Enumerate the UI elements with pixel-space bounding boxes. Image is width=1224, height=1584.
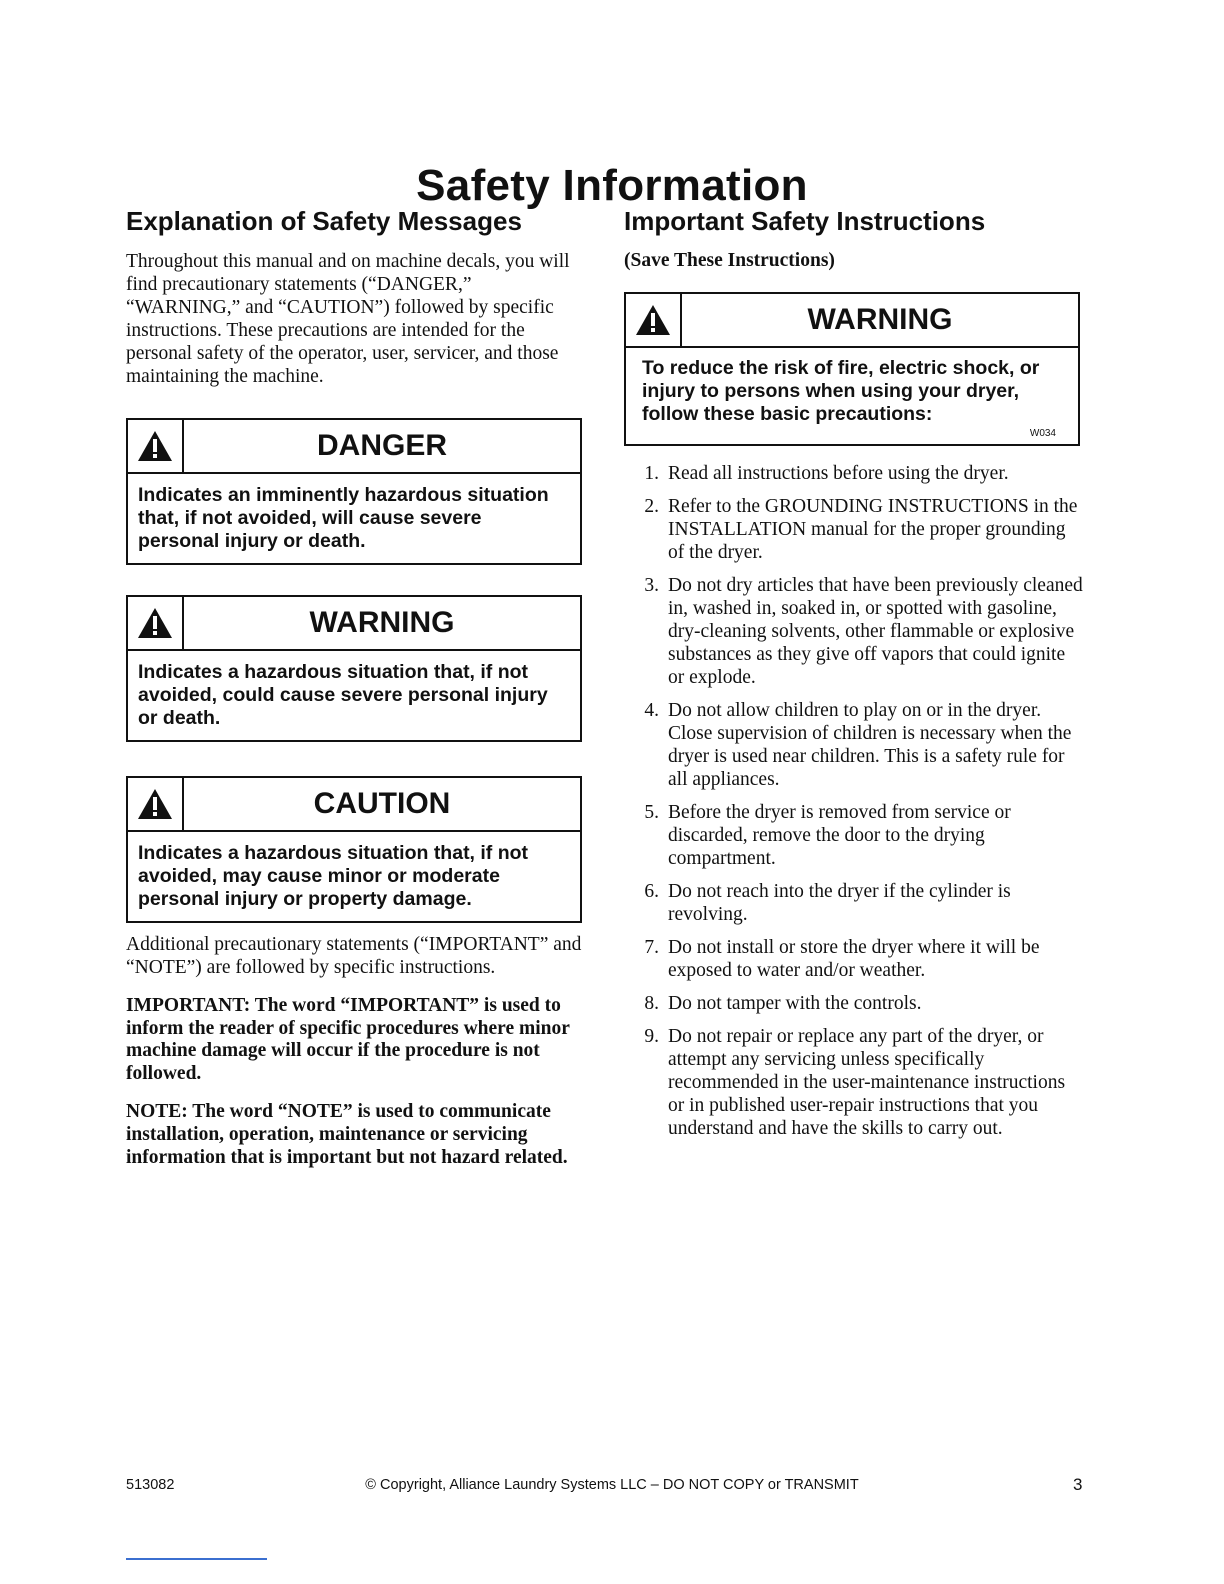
copyright-notice: © Copyright, Alliance Laundry Systems LLC – DO NOT COPY or TRANSMIT xyxy=(365,1477,859,1493)
caution-box xyxy=(126,776,582,923)
warning-triangle-icon xyxy=(128,778,184,830)
explanation-intro: Throughout this manual and on machine decals, you will find precautionary statements (“DANGER,” “WARNING,” and “CAUTION”) followed by specific instructions. These precautions are intended for the personal safety of the operator, user, servicer, and those maintaining the machine. xyxy=(126,251,570,387)
warning-box xyxy=(126,595,582,742)
instructions-section xyxy=(624,204,1084,1150)
warning-description: Indicates a hazardous situation that, if not avoided, could cause severe personal injury or death. xyxy=(138,661,548,729)
dryer-warning-signal-word: WARNING xyxy=(807,302,953,336)
list-item: 2. Refer to the GROUNDING INSTRUCTIONS in the INSTALLATION manual for the proper grounding of the dryer. xyxy=(644,495,1078,563)
warning-signal-word: WARNING xyxy=(309,606,455,639)
list-item: 7. Do not install or store the dryer where it will be exposed to water and/or weather. xyxy=(644,936,1040,981)
explanation-section xyxy=(126,204,582,1169)
instruction-list xyxy=(624,462,1084,1140)
list-item: 5. Before the dryer is removed from service or discarded, remove the door to the drying compartment. xyxy=(644,801,1011,869)
list-item: 9. Do not repair or replace any part of the dryer, or attempt any servicing unless specifically recommended in the user-maintenance instructions or in published user-repair instructions that you understand and have the skills to carry out. xyxy=(644,1025,1066,1139)
warning-triangle-icon xyxy=(626,294,682,346)
additional-statements: Additional precautionary statements (“IMPORTANT” and “NOTE”) are followed by specific instructions. xyxy=(126,934,582,978)
danger-box xyxy=(126,418,582,565)
page-number: 3 xyxy=(1073,1475,1083,1494)
list-item: 3. Do not dry articles that have been previously cleaned in, washed in, soaked in, or spotted with gasoline, dry-cleaning solvents, other flammable or explosive substances as they give off vapors that could ignite or explode. xyxy=(644,574,1083,688)
list-item: 4. Do not allow children to play on or in the dryer. Close supervision of children is necessary when the dryer is used near children. This is a safety rule for all appliances. xyxy=(644,699,1072,790)
page-title: Safety Information xyxy=(416,161,808,211)
important-definition: IMPORTANT: The word “IMPORTANT” is used to inform the reader of specific procedures where minor machine damage will occur if the procedure is not followed. xyxy=(126,995,570,1084)
list-item: 8. Do not tamper with the controls. xyxy=(644,992,922,1014)
list-item: 1. Read all instructions before using the dryer. xyxy=(644,462,1009,484)
save-instructions-note: (Save These Instructions) xyxy=(624,250,835,271)
caution-signal-word: CAUTION xyxy=(313,787,451,820)
dryer-warning-text: To reduce the risk of fire, electric shock, or injury to persons when using your dryer, follow these basic precautions: xyxy=(642,356,1040,425)
note-definition: NOTE: The word “NOTE” is used to communicate installation, operation, maintenance or servicing information that is important but not hazard related. xyxy=(126,1101,568,1168)
instructions-heading: Important Safety Instructions xyxy=(624,206,986,236)
warning-code: W034 xyxy=(1029,427,1056,439)
bottom-divider xyxy=(126,1558,267,1560)
caution-description: Indicates a hazardous situation that, if not avoided, may cause minor or moderate personal injury or property damage. xyxy=(138,842,529,910)
warning-triangle-icon xyxy=(128,597,184,649)
danger-signal-word: DANGER xyxy=(316,429,447,462)
explanation-heading: Explanation of Safety Messages xyxy=(126,206,522,236)
document-number: 513082 xyxy=(126,1477,175,1493)
list-item: 6. Do not reach into the dryer if the cylinder is revolving. xyxy=(644,880,1011,925)
danger-description: Indicates an imminently hazardous situation that, if not avoided, will cause severe personal injury or death. xyxy=(138,484,549,552)
warning-triangle-icon xyxy=(128,420,184,472)
dryer-warning-box xyxy=(624,292,1080,446)
